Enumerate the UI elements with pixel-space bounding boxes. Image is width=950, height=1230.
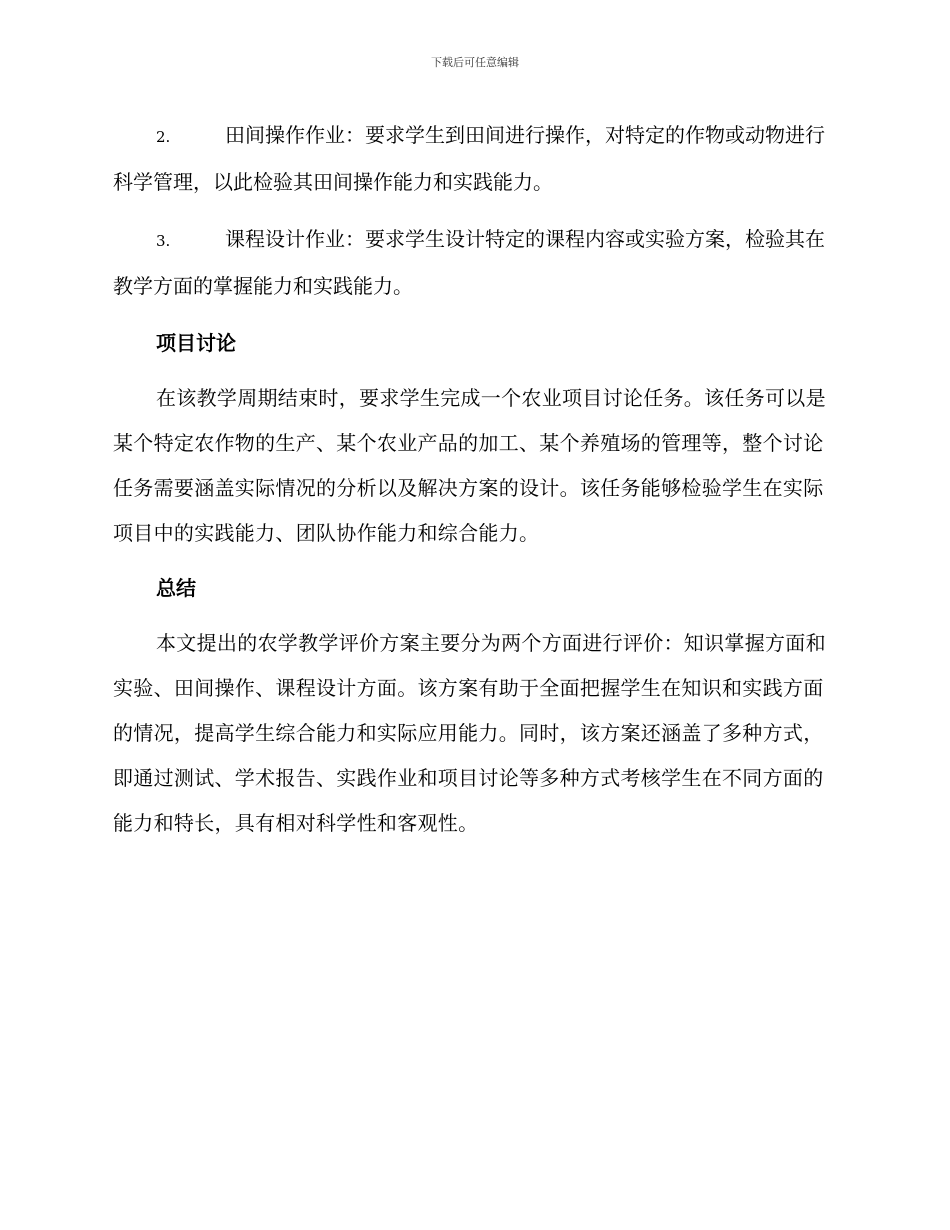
section-heading: 总结 (156, 576, 196, 600)
list-item-text: 课程设计作业：要求学生设计特定的课程内容或实验方案，检验其在教学方面的掌握能力和实践能力。 (113, 227, 825, 298)
section-paragraph: 在该教学周期结束时，要求学生完成一个农业项目讨论任务。该任务可以是某个特定农作物的生产、某个农业产品的加工、某个养殖场的管理等，整个讨论任务需要涵盖实际情况的分析以及解决方案的设计。该任务能够检验学生在实际项目中的实践能力、团队协作能力和综合能力。 (113, 386, 826, 545)
section-paragraph: 本文提出的农学教学评价方案主要分为两个方面进行评价：知识掌握方面和实验、田间操作、课程设计方面。该方案有助于全面把握学生在知识和实践方面的情况，提高学生综合能力和实际应用能力。同时，该方案还涵盖了多种方式，即通过测试、学术报告、实践作业和项目讨论等多种方式考核学生在不同方面的能力和特长，具有相对科学性和客观性。 (113, 631, 826, 835)
document-body (113, 113, 835, 846)
section-heading: 项目讨论 (156, 331, 236, 355)
list-item (113, 217, 835, 309)
spacer (113, 611, 835, 621)
list-item-number: 2. (156, 128, 171, 146)
spacer (113, 309, 835, 321)
list-item-text: 田间操作作业：要求学生到田间进行操作，对特定的作物或动物进行科学管理，以此检验其田间操作能力和实践能力。 (113, 123, 825, 194)
list-item (113, 113, 835, 205)
header-note: 下载后可任意编辑 (431, 56, 519, 69)
list-item-number: 3. (156, 232, 171, 250)
spacer (113, 366, 835, 376)
spacer (113, 556, 835, 566)
spacer (113, 205, 835, 217)
